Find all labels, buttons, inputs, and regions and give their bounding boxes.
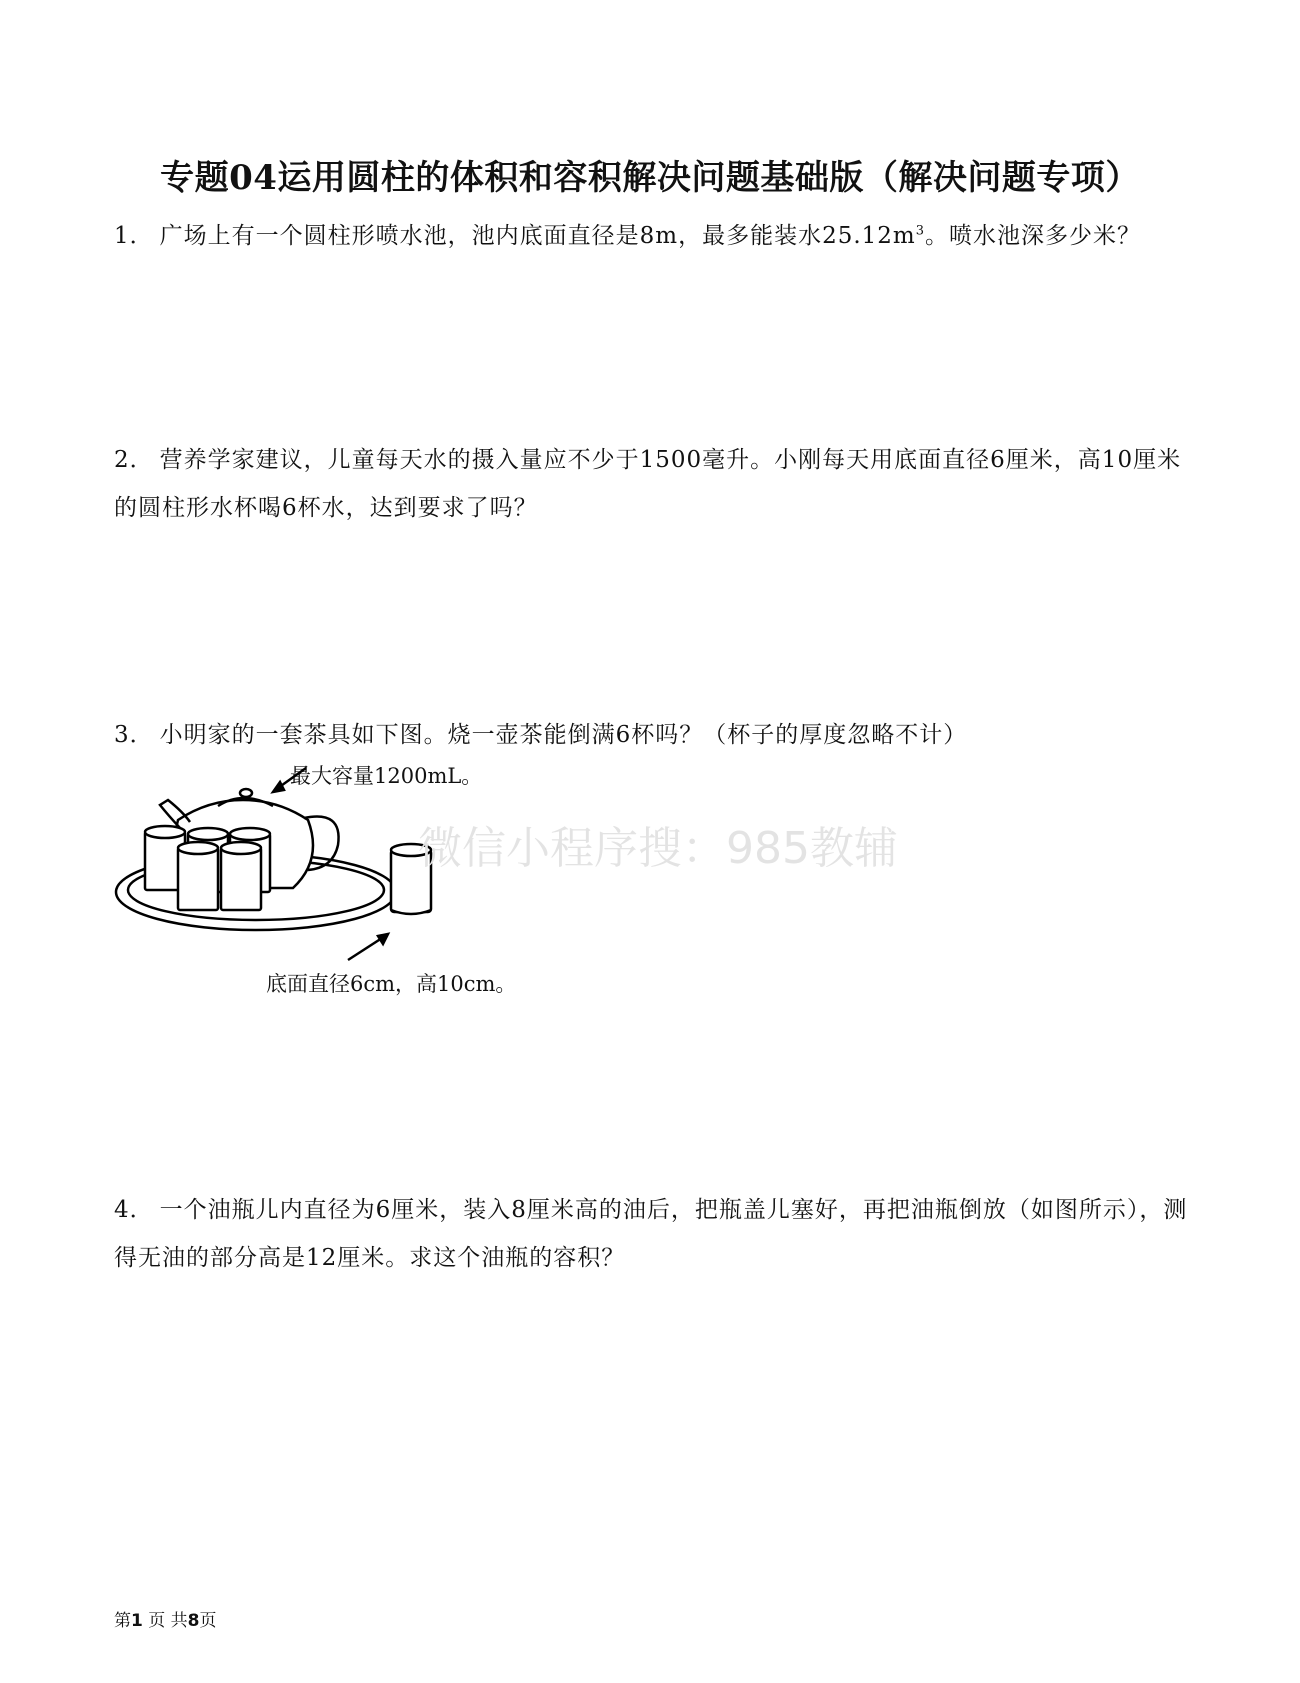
footer-middle: 页 共 [148,1611,188,1631]
question-number: 1． [114,223,154,249]
question-text: 广场上有一个圆柱形喷水池，池内底面直径是8m，最多能装水25.12m [159,223,916,249]
footer-prefix: 第 [114,1611,131,1631]
superscript: 3 [915,223,926,239]
question-text: 一个油瓶儿内直径为6厘米，装入8厘米高的油后，把瓶盖儿塞好，再把油瓶倒放（如图所示），测得无油的部分高是12厘米。求这个油瓶的容积？ [114,1197,1188,1271]
tea-set-illustration [108,760,528,1010]
page-title: 专题04运用圆柱的体积和容积解决问题基础版（解决问题专项） [160,158,1140,198]
footer-page-number: 1 [131,1611,143,1631]
footer-suffix: 页 [199,1611,217,1631]
teapot-capacity-label: 最大容量1200mL。 [290,764,483,788]
question-2 [114,436,1194,532]
question-text: 小明家的一套茶具如下图。烧一壶茶能倒满6杯吗？（杯子的厚度忽略不计） [159,722,968,748]
question-text-end: 。喷水池深多少米？ [925,223,1142,249]
page-footer [114,1606,217,1631]
question-3 [114,711,1194,759]
question-number: 4． [114,1197,154,1223]
question-number: 3． [114,722,154,748]
watermark: 微信小程序搜：985教辅 [418,823,898,874]
question-4 [114,1186,1194,1282]
question-text: 营养学家建议，儿童每天水的摄入量应不少于1500毫升。小刚每天用底面直径6厘米，高10厘米的圆柱形水杯喝6杯水，达到要求了吗？ [114,447,1182,521]
question-number: 2． [114,447,154,473]
cup-dimension-label: 底面直径6cm，高10cm。 [266,972,517,996]
footer-total-pages: 8 [187,1611,200,1631]
question-1 [114,212,1194,260]
